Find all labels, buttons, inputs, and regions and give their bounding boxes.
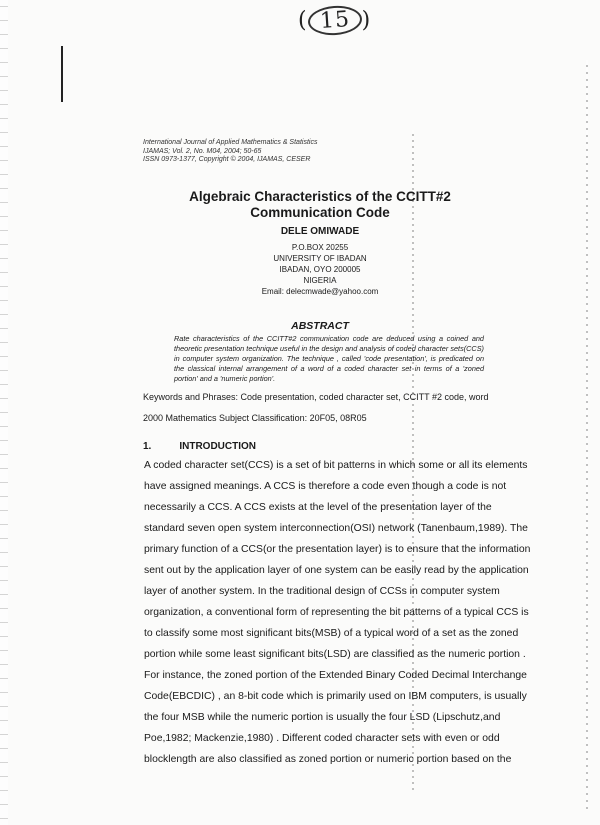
title-line: Communication Code xyxy=(250,205,390,220)
journal-header xyxy=(143,139,317,165)
margin-mark xyxy=(61,46,63,102)
body-line: layer of another system. In the traditional design of CCSs in computer system xyxy=(144,586,500,597)
journal-volume: IJAMAS; Vol. 2, No. M04, 2004; 50-65 xyxy=(143,147,262,155)
abstract-heading: ABSTRACT xyxy=(291,320,349,332)
scan-right-edge xyxy=(586,60,588,810)
section-title: INTRODUCTION xyxy=(179,441,257,452)
address-line: P.O.BOX 20255 xyxy=(291,243,349,252)
body-line: sent out by the application layer of one system can be easily read by the application xyxy=(144,565,529,576)
body-line: A coded character set(CCS) is a set of bit patterns in which some or all its elements xyxy=(144,460,528,471)
section-heading xyxy=(143,441,284,452)
body-line: Code(EBCDIC) , an 8-bit code which is primarily used on IBM computers, is usually xyxy=(144,691,527,702)
scan-left-edge xyxy=(0,0,8,825)
author-email: Email: delecmwade@yahoo.com xyxy=(261,287,379,296)
body-line: portion while some least significant bits(LSD) are classified as the numeric portion . xyxy=(144,649,526,660)
journal-issn: ISSN 0973-1377, Copyright © 2004, IJAMAS, CESER xyxy=(143,156,311,163)
address-line: IBADAN, OYO 200005 xyxy=(279,265,361,274)
journal-name: International Journal of Applied Mathematics & Statistics xyxy=(143,139,318,146)
body-line: primary function of a CCS(or the presentation layer) is to ensure that the information xyxy=(144,544,531,555)
msc-classification: 2000 Mathematics Subject Classification: 20F05, 08R05 xyxy=(143,413,367,423)
body-line: necessarily a CCS. A CCS exists at the level of the presentation layer of the xyxy=(144,502,492,513)
body-line: blocklength are also classified as zoned portion or numeric portion based on the xyxy=(144,754,512,765)
author-name: DELE OMIWADE xyxy=(280,226,360,237)
section-number: 1. xyxy=(143,441,152,452)
abstract-text: Rate characteristics of the CCITT#2 communication code are deduced using a coined and theoretic presentation technique useful in the design and analysis of coded character sets(CCS) in computer system organization. The technique , called 'code presentation', is predicated on the classical internal arrangement of a word of a coded character set in terms of a 'zoned portion' and a 'numeric portion'. xyxy=(174,334,484,383)
body-line: For instance, the zoned portion of the Extended Binary Coded Decimal Interchange xyxy=(144,670,527,681)
address-line: UNIVERSITY OF IBADAN xyxy=(273,254,367,263)
body-line: Poe,1982; Mackenzie,1980) . Different coded character sets with even or odd xyxy=(144,733,500,744)
author-address xyxy=(150,242,490,297)
body-line: standard seven open system interconnection(OSI) network (Tanenbaum,1989). The xyxy=(144,523,528,534)
body-line: the four MSB while the numeric portion is usually the four LSD (Lipschutz,and xyxy=(144,712,501,723)
address-line: NIGERIA xyxy=(303,276,337,285)
body-text xyxy=(144,459,531,774)
body-line: have assigned meanings. A CCS is therefore a code even though a code is not xyxy=(144,481,507,492)
body-line: to classify some most significant bits(MSB) of a typical word of a set as the zoned xyxy=(144,628,519,639)
paper-title xyxy=(150,189,490,221)
title-line: Algebraic Characteristics of the CCITT#2 xyxy=(189,189,451,204)
handwritten-page-number: ( 15 ) xyxy=(298,6,371,35)
keywords: Keywords and Phrases: Code presentation, coded character set, CCITT #2 code, word xyxy=(143,392,489,402)
body-line: organization, a conventional form of representing the bit patterns of a typical CCS is xyxy=(144,607,529,618)
